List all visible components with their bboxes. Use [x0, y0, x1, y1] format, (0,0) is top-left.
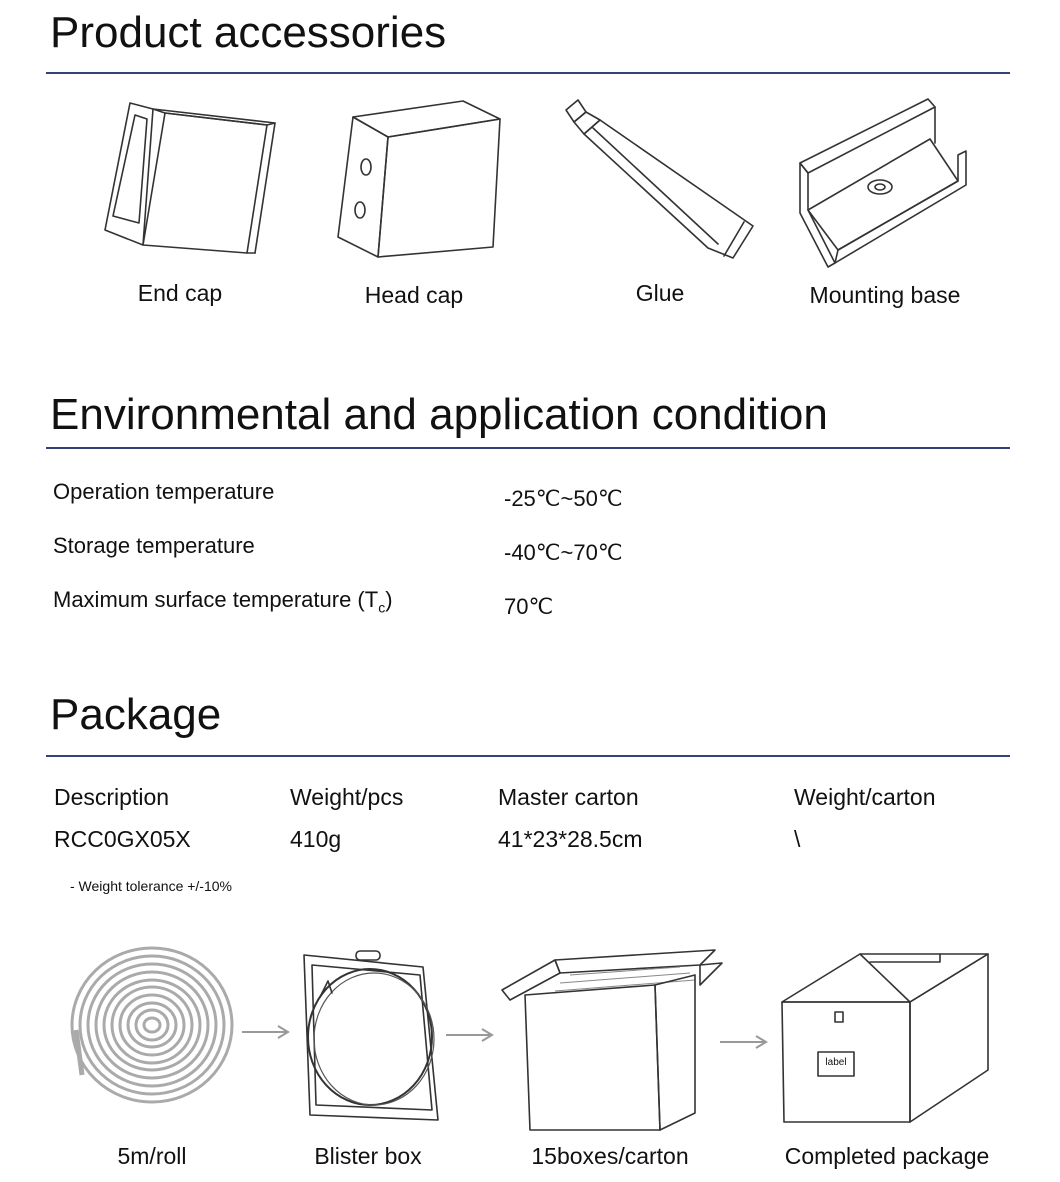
glue-tube-icon	[558, 98, 763, 268]
step-label-completed: Completed package	[784, 1143, 990, 1169]
package-value-weight-carton: \	[794, 826, 801, 852]
accessories-divider	[46, 72, 1010, 74]
blister-box-icon	[298, 945, 443, 1125]
open-carton-icon	[500, 945, 722, 1135]
accessory-label-mounting-base: Mounting base	[809, 282, 961, 308]
package-value-master-carton: 41*23*28.5cm	[498, 826, 643, 852]
env-label-max-surface: Maximum surface temperature $(T_c)$	[53, 587, 393, 616]
env-value-storage: -40℃~70℃	[504, 540, 623, 565]
env-label-storage: Storage temperature	[53, 533, 255, 558]
package-header-description: Description	[54, 784, 170, 810]
package-value-weight-pcs: 410g	[290, 826, 342, 852]
package-header-master-carton: Master carton	[498, 784, 639, 810]
end-cap-icon	[95, 95, 285, 260]
weight-tolerance-note: - Weight tolerance +/-10%	[70, 878, 232, 894]
accessory-label-glue: Glue	[635, 280, 685, 306]
head-cap-icon	[328, 97, 508, 267]
sealed-carton-icon	[780, 950, 992, 1125]
package-value-description: RCC0GX05X	[54, 826, 191, 852]
arrow-right-icon	[242, 1022, 292, 1042]
environment-title: Environmental and application condition	[50, 390, 828, 439]
step-label-blister-box: Blister box	[314, 1143, 422, 1169]
env-value-operation: -25℃~50℃	[504, 486, 623, 511]
package-title: Package	[50, 690, 222, 739]
env-label-operation: Operation temperature	[53, 479, 275, 504]
accessory-label-head-cap: Head cap	[364, 282, 464, 308]
arrow-right-icon	[446, 1025, 496, 1045]
accessories-title: Product accessories	[50, 8, 447, 57]
package-header-weight-carton: Weight/carton	[794, 784, 936, 810]
mounting-base-icon	[790, 95, 975, 270]
accessory-label-end-cap: End cap	[137, 280, 223, 306]
box-label-text: label	[825, 1057, 847, 1068]
package-header-weight-pcs: Weight/pcs	[290, 784, 404, 810]
step-label-carton: 15boxes/carton	[531, 1143, 689, 1169]
arrow-right-icon	[720, 1032, 770, 1052]
package-divider	[46, 755, 1010, 757]
env-value-max-surface: 70℃	[504, 594, 554, 619]
environment-divider	[46, 447, 1010, 449]
step-label-roll: 5m/roll	[117, 1143, 187, 1169]
coil-roll-icon	[70, 945, 240, 1115]
